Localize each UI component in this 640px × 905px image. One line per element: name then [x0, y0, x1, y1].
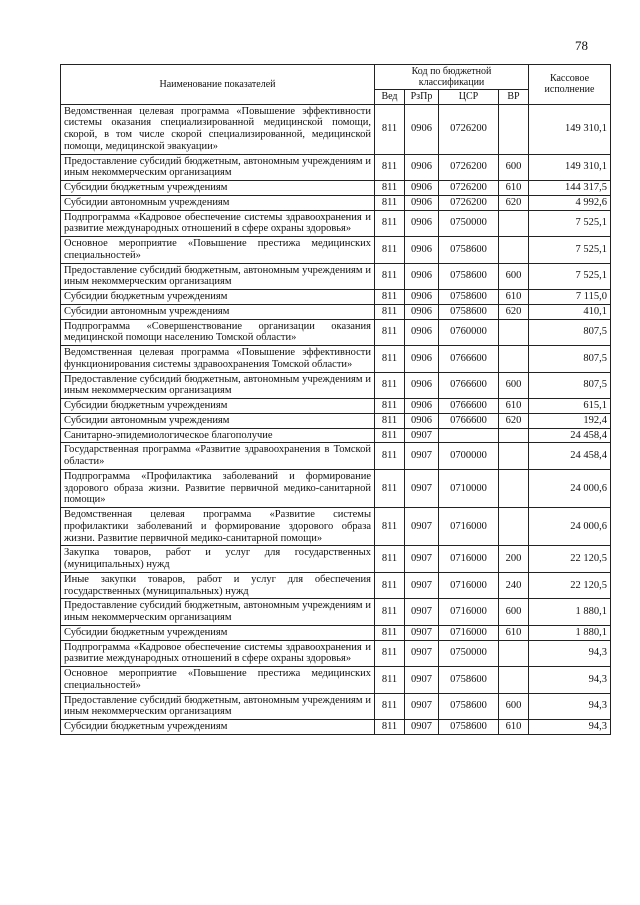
row-csr: 0716000	[439, 546, 499, 573]
table-row	[61, 572, 611, 599]
row-name: Предоставление субсидий бюджетным, автономным учреждениям и иным некоммерческим организациям	[61, 599, 375, 626]
table-row	[61, 346, 611, 373]
row-ved: 811	[375, 413, 405, 428]
row-vr: 600	[499, 599, 529, 626]
row-name: Субсидии бюджетным учреждениям	[61, 399, 375, 414]
row-name: Предоставление субсидий бюджетным, автономным учреждениям и иным некоммерческим организациям	[61, 263, 375, 290]
header-amount: Кассовое исполнение	[529, 65, 611, 105]
table-row	[61, 625, 611, 640]
row-rzpr: 0906	[405, 104, 439, 154]
row-csr: 0758600	[439, 693, 499, 720]
table-body	[61, 104, 611, 734]
row-amount: 807,5	[529, 372, 611, 399]
row-rzpr: 0907	[405, 546, 439, 573]
row-amount: 144 317,5	[529, 181, 611, 196]
table-row	[61, 399, 611, 414]
row-amount: 149 310,1	[529, 104, 611, 154]
row-name: Субсидии автономным учреждениям	[61, 304, 375, 319]
table-row	[61, 237, 611, 264]
row-csr: 0750000	[439, 640, 499, 667]
row-csr: 0726200	[439, 154, 499, 181]
row-amount: 807,5	[529, 346, 611, 373]
row-ved: 811	[375, 693, 405, 720]
header-name: Наименование показателей	[61, 65, 375, 105]
row-name: Ведомственная целевая программа «Повышение эффективности системы оказания специализированной медицинской помощи, скорой, в том числе скорой специализированной, медицинской помощи, медицинской эвакуации»	[61, 104, 375, 154]
row-vr: 620	[499, 304, 529, 319]
table-row	[61, 546, 611, 573]
table-row	[61, 640, 611, 667]
row-rzpr: 0907	[405, 469, 439, 507]
row-name: Субсидии автономным учреждениям	[61, 195, 375, 210]
row-csr: 0758600	[439, 720, 499, 735]
table-row	[61, 263, 611, 290]
row-amount: 94,3	[529, 720, 611, 735]
row-name: Подпрограмма «Совершенствование организации оказания медицинской помощи населению Томской области»	[61, 319, 375, 346]
row-name: Иные закупки товаров, работ и услуг для обеспечения государственных (муниципальных) нужд	[61, 572, 375, 599]
row-ved: 811	[375, 469, 405, 507]
row-amount: 24 458,4	[529, 443, 611, 470]
row-vr: 620	[499, 413, 529, 428]
row-amount: 4 992,6	[529, 195, 611, 210]
row-amount: 94,3	[529, 640, 611, 667]
table-row	[61, 428, 611, 443]
row-rzpr: 0907	[405, 693, 439, 720]
row-csr: 0766600	[439, 413, 499, 428]
row-rzpr: 0906	[405, 237, 439, 264]
header-csr: ЦСР	[439, 90, 499, 104]
row-csr: 0726200	[439, 104, 499, 154]
row-ved: 811	[375, 195, 405, 210]
row-amount: 24 000,6	[529, 508, 611, 546]
row-amount: 94,3	[529, 667, 611, 694]
row-amount: 22 120,5	[529, 546, 611, 573]
row-csr: 0726200	[439, 181, 499, 196]
table-row	[61, 181, 611, 196]
row-vr	[499, 104, 529, 154]
row-ved: 811	[375, 304, 405, 319]
row-vr	[499, 443, 529, 470]
row-name: Подпрограмма «Профилактика заболеваний и формирование здорового образа жизни. Развитие первичной медико-санитарной помощи»	[61, 469, 375, 507]
row-rzpr: 0906	[405, 195, 439, 210]
row-amount: 24 000,6	[529, 469, 611, 507]
row-amount: 615,1	[529, 399, 611, 414]
row-vr	[499, 508, 529, 546]
row-ved: 811	[375, 599, 405, 626]
row-rzpr: 0907	[405, 640, 439, 667]
row-csr: 0716000	[439, 508, 499, 546]
row-ved: 811	[375, 104, 405, 154]
row-csr: 0766600	[439, 346, 499, 373]
table-header	[61, 65, 611, 105]
row-rzpr: 0907	[405, 625, 439, 640]
row-ved: 811	[375, 428, 405, 443]
row-amount: 7 525,1	[529, 237, 611, 264]
row-ved: 811	[375, 640, 405, 667]
row-name: Санитарно-эпидемиологическое благополучие	[61, 428, 375, 443]
table-row	[61, 413, 611, 428]
table-row	[61, 508, 611, 546]
table-row	[61, 443, 611, 470]
row-csr: 0758600	[439, 290, 499, 305]
row-ved: 811	[375, 625, 405, 640]
row-name: Государственная программа «Развитие здравоохранения в Томской области»	[61, 443, 375, 470]
row-name: Субсидии бюджетным учреждениям	[61, 181, 375, 196]
row-vr: 610	[499, 399, 529, 414]
row-csr	[439, 428, 499, 443]
row-amount: 24 458,4	[529, 428, 611, 443]
table-row	[61, 599, 611, 626]
row-csr: 0758600	[439, 263, 499, 290]
row-rzpr: 0906	[405, 154, 439, 181]
row-name: Ведомственная целевая программа «Развитие системы профилактики заболеваний и формирование здорового образа жизни. Развитие первичной медико-санитарной помощи»	[61, 508, 375, 546]
row-rzpr: 0907	[405, 508, 439, 546]
row-ved: 811	[375, 210, 405, 237]
row-vr	[499, 667, 529, 694]
row-name: Предоставление субсидий бюджетным, автономным учреждениям и иным некоммерческим организациям	[61, 372, 375, 399]
row-amount: 7 525,1	[529, 263, 611, 290]
row-csr: 0758600	[439, 667, 499, 694]
row-ved: 811	[375, 346, 405, 373]
row-ved: 811	[375, 372, 405, 399]
table-row	[61, 154, 611, 181]
row-amount: 7 115,0	[529, 290, 611, 305]
row-name: Субсидии бюджетным учреждениям	[61, 720, 375, 735]
table-row	[61, 469, 611, 507]
row-amount: 94,3	[529, 693, 611, 720]
row-vr: 610	[499, 181, 529, 196]
table-row	[61, 210, 611, 237]
row-name: Подпрограмма «Кадровое обеспечение системы здравоохранения и развитие международных отношений в сфере охраны здоровья»	[61, 640, 375, 667]
row-amount: 22 120,5	[529, 572, 611, 599]
row-amount: 7 525,1	[529, 210, 611, 237]
row-name: Предоставление субсидий бюджетным, автономным учреждениям и иным некоммерческим организациям	[61, 693, 375, 720]
row-rzpr: 0906	[405, 304, 439, 319]
row-vr: 610	[499, 625, 529, 640]
row-rzpr: 0906	[405, 399, 439, 414]
table-row	[61, 319, 611, 346]
row-vr: 200	[499, 546, 529, 573]
row-vr: 620	[499, 195, 529, 210]
row-ved: 811	[375, 154, 405, 181]
row-vr	[499, 469, 529, 507]
row-name: Предоставление субсидий бюджетным, автономным учреждениям и иным некоммерческим организациям	[61, 154, 375, 181]
row-rzpr: 0906	[405, 263, 439, 290]
row-rzpr: 0906	[405, 181, 439, 196]
row-csr: 0758600	[439, 304, 499, 319]
row-ved: 811	[375, 181, 405, 196]
row-ved: 811	[375, 237, 405, 264]
table-row	[61, 304, 611, 319]
row-vr: 240	[499, 572, 529, 599]
row-name: Субсидии бюджетным учреждениям	[61, 290, 375, 305]
row-vr: 600	[499, 372, 529, 399]
row-rzpr: 0906	[405, 346, 439, 373]
table-row	[61, 667, 611, 694]
row-ved: 811	[375, 720, 405, 735]
table-row	[61, 290, 611, 305]
row-rzpr: 0907	[405, 428, 439, 443]
row-vr	[499, 428, 529, 443]
row-rzpr: 0907	[405, 572, 439, 599]
row-csr: 0760000	[439, 319, 499, 346]
row-rzpr: 0906	[405, 319, 439, 346]
row-vr	[499, 237, 529, 264]
row-name: Ведомственная целевая программа «Повышение эффективности функционирования системы здравоохранения Томской области»	[61, 346, 375, 373]
row-csr: 0710000	[439, 469, 499, 507]
row-amount: 149 310,1	[529, 154, 611, 181]
row-amount: 1 880,1	[529, 625, 611, 640]
row-csr: 0766600	[439, 372, 499, 399]
table-row	[61, 720, 611, 735]
row-vr	[499, 210, 529, 237]
row-vr: 600	[499, 693, 529, 720]
row-amount: 410,1	[529, 304, 611, 319]
row-rzpr: 0906	[405, 413, 439, 428]
row-csr: 0700000	[439, 443, 499, 470]
row-csr: 0716000	[439, 572, 499, 599]
row-csr: 0716000	[439, 599, 499, 626]
row-name: Субсидии автономным учреждениям	[61, 413, 375, 428]
row-ved: 811	[375, 290, 405, 305]
row-csr: 0766600	[439, 399, 499, 414]
row-rzpr: 0907	[405, 667, 439, 694]
table-row	[61, 372, 611, 399]
row-vr: 610	[499, 290, 529, 305]
row-rzpr: 0906	[405, 210, 439, 237]
row-csr: 0726200	[439, 195, 499, 210]
row-name: Основное мероприятие «Повышение престижа медицинских специальностей»	[61, 237, 375, 264]
row-ved: 811	[375, 263, 405, 290]
row-vr	[499, 319, 529, 346]
row-ved: 811	[375, 508, 405, 546]
row-csr: 0758600	[439, 237, 499, 264]
row-ved: 811	[375, 399, 405, 414]
row-csr: 0750000	[439, 210, 499, 237]
row-name: Подпрограмма «Кадровое обеспечение системы здравоохранения и развитие международных отношений в сфере охраны здоровья»	[61, 210, 375, 237]
row-ved: 811	[375, 319, 405, 346]
row-vr: 600	[499, 154, 529, 181]
row-rzpr: 0907	[405, 720, 439, 735]
budget-table	[60, 64, 611, 735]
row-ved: 811	[375, 443, 405, 470]
header-ved: Вед	[375, 90, 405, 104]
table-row	[61, 195, 611, 210]
row-rzpr: 0907	[405, 443, 439, 470]
row-ved: 811	[375, 546, 405, 573]
header-rzpr: РзПр	[405, 90, 439, 104]
row-rzpr: 0906	[405, 372, 439, 399]
table-row	[61, 104, 611, 154]
row-ved: 811	[375, 667, 405, 694]
row-vr: 600	[499, 263, 529, 290]
row-amount: 192,4	[529, 413, 611, 428]
table-row	[61, 693, 611, 720]
row-vr: 610	[499, 720, 529, 735]
row-amount: 1 880,1	[529, 599, 611, 626]
row-vr	[499, 346, 529, 373]
header-vr: ВР	[499, 90, 529, 104]
row-amount: 807,5	[529, 319, 611, 346]
row-vr	[499, 640, 529, 667]
row-rzpr: 0906	[405, 290, 439, 305]
page-number: 78	[575, 38, 588, 53]
row-rzpr: 0907	[405, 599, 439, 626]
row-csr: 0716000	[439, 625, 499, 640]
row-name: Субсидии бюджетным учреждениям	[61, 625, 375, 640]
row-ved: 811	[375, 572, 405, 599]
header-code-group: Код по бюджетной классификации	[375, 65, 529, 90]
row-name: Основное мероприятие «Повышение престижа медицинских специальностей»	[61, 667, 375, 694]
row-name: Закупка товаров, работ и услуг для государственных (муниципальных) нужд	[61, 546, 375, 573]
